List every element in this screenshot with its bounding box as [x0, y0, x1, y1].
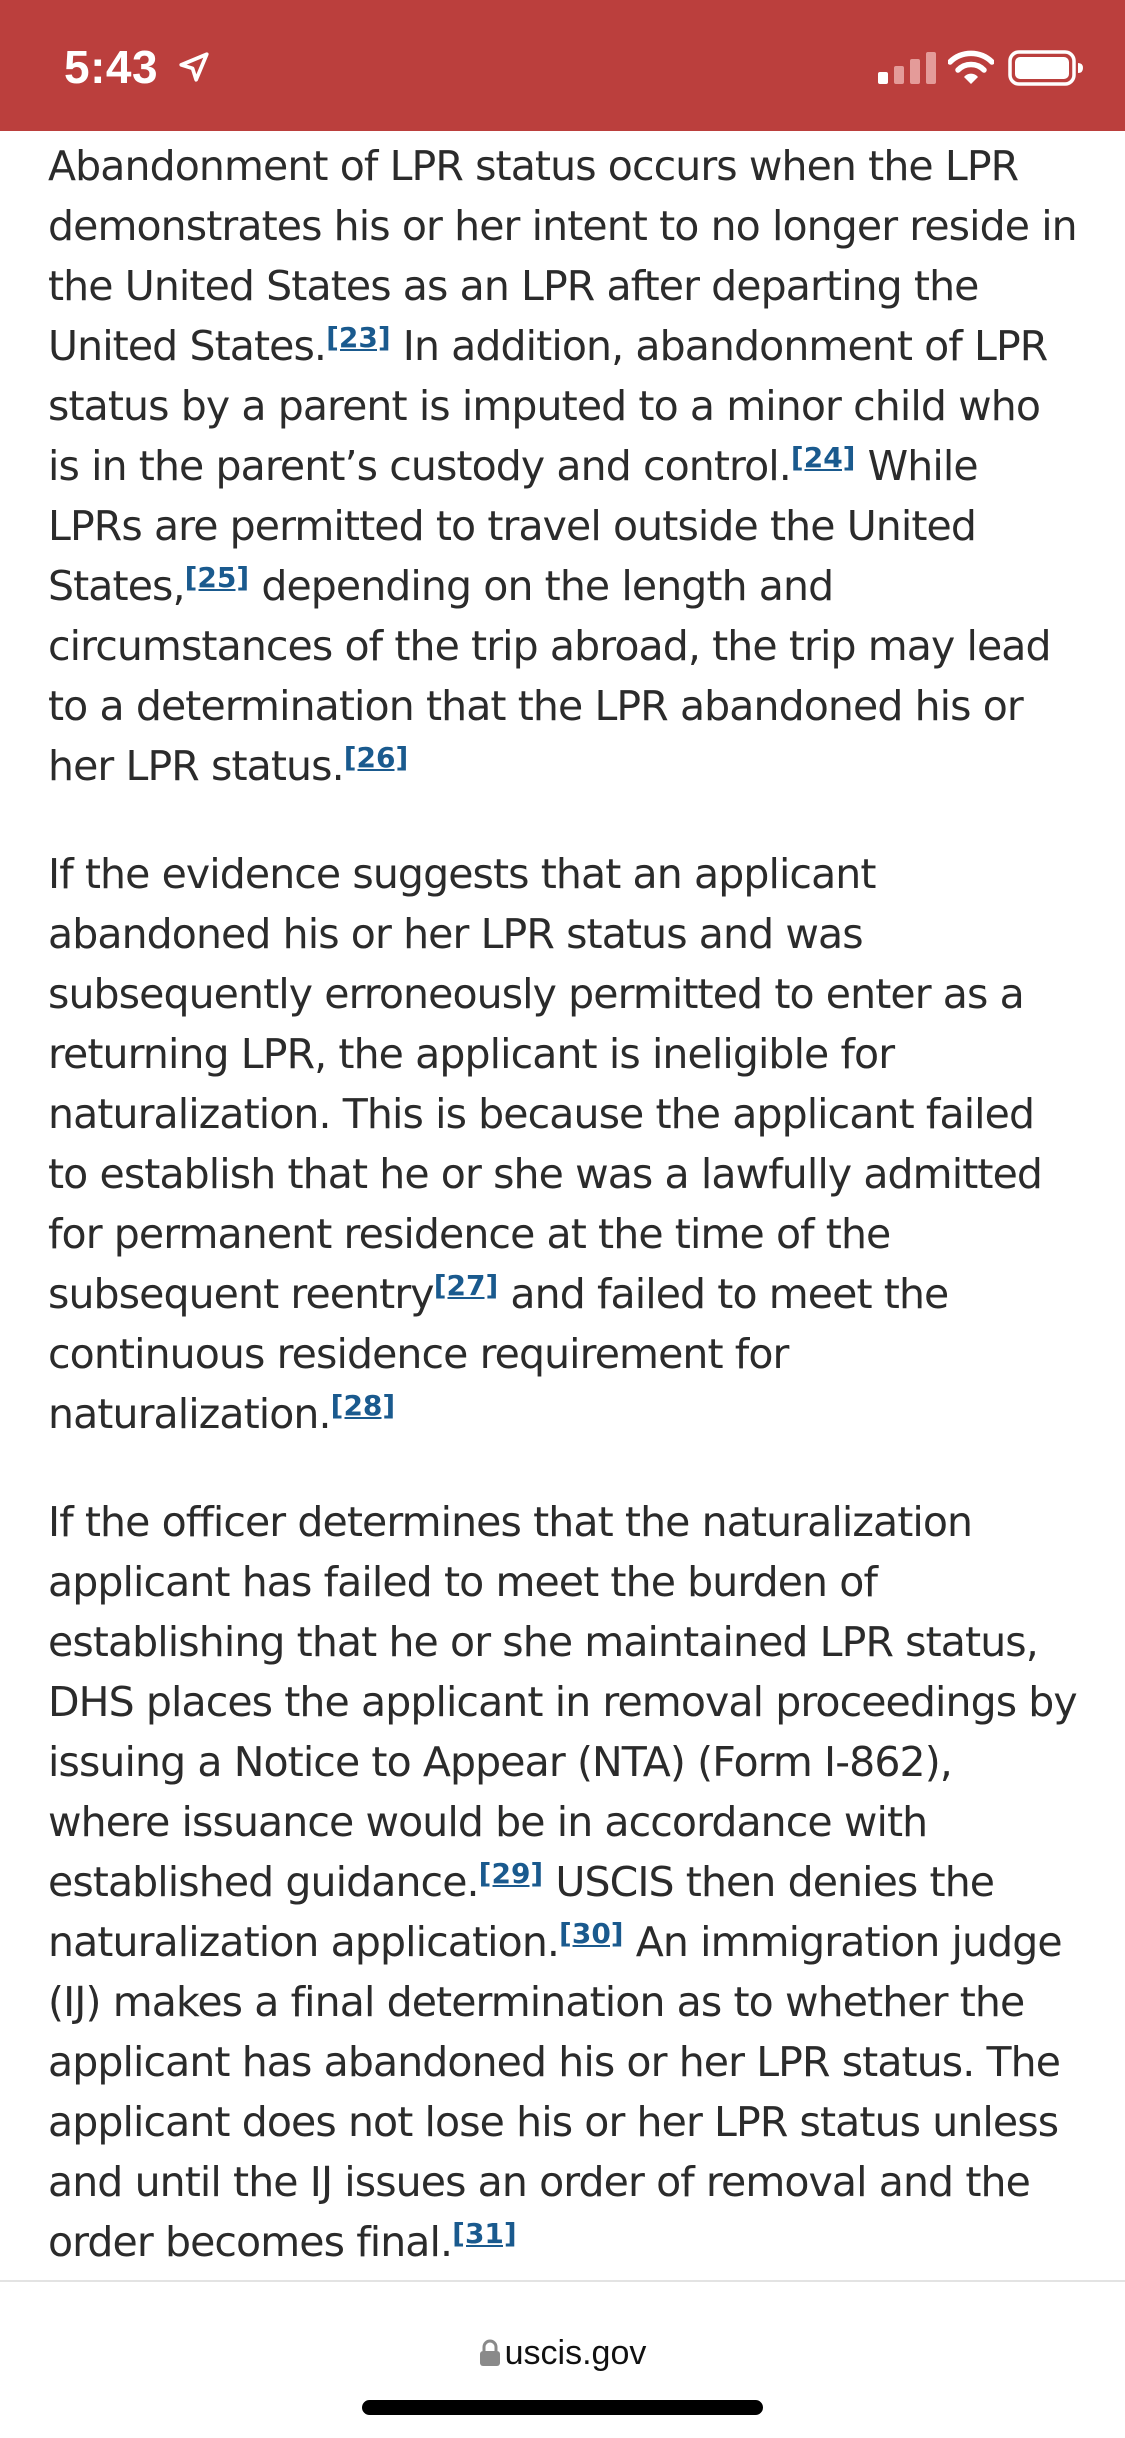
footnote-link[interactable]: [29] [478, 1857, 544, 1890]
cellular-signal-icon [878, 52, 936, 84]
paragraph-text: An immigration judge (IJ) makes a final determination as to whether the applicant has abandoned his or her LPR status. The applicant does not lose his or her LPR status unless and until the IJ issues an order of removal and the order becomes final. [48, 1918, 1062, 2266]
footnote-link[interactable]: [26] [343, 741, 409, 774]
footnote-link[interactable]: [28] [330, 1389, 396, 1422]
paragraph-text: If the officer determines that the naturalization applicant has failed to meet the burden of establishing that he or she maintained LPR status, DHS places the applicant in removal proceedings by issuing a Notice to Appear (NTA) (Form I-862), where issuance would be in accordance with established guidance. [48, 1498, 1077, 1906]
wifi-icon [948, 50, 994, 86]
paragraph-text: depending on the length and circumstances of the trip abroad, the trip may lead to a determination that the LPR abandoned his or her LPR status. [48, 562, 1051, 790]
paragraph-text: USCIS then denies the naturalization application. [48, 1858, 995, 1966]
footnote-link[interactable]: [27] [433, 1269, 499, 1302]
battery-icon [1008, 50, 1084, 86]
footnote-link[interactable]: [30] [559, 1917, 624, 1950]
paragraph-text: Abandonment of LPR status occurs when the LPR demonstrates his or her intent to no longer reside in the United States as an LPR after departing the United States. [48, 142, 1077, 370]
paragraph [48, 844, 1080, 1444]
paragraph-text: In addition, abandonment of LPR status by a parent is imputed to a minor child who is in the parent’s custody and control. [48, 322, 1048, 490]
paragraph-text: and failed to meet the continuous residence requirement for naturalization. [48, 1270, 949, 1438]
status-time: 5:43 [64, 41, 159, 93]
lock-icon [479, 2339, 501, 2367]
location-arrow-icon [177, 50, 211, 84]
footnote-link[interactable]: [31] [452, 2217, 517, 2250]
paragraph [48, 136, 1080, 796]
paragraph-text: While LPRs are permitted to travel outside the United States, [48, 442, 978, 610]
paragraph [48, 1492, 1080, 2272]
footnote-link[interactable]: [23] [326, 321, 391, 354]
article-content [48, 136, 1080, 2320]
footnote-link[interactable]: [25] [184, 561, 250, 594]
url-bar[interactable] [0, 2334, 1125, 2373]
footnote-link[interactable]: [24] [790, 441, 856, 474]
status-bar [0, 0, 1125, 131]
paragraph-text: If the evidence suggests that an applicant abandoned his or her LPR status and was subsequently erroneously permitted to enter as a returning LPR, the applicant is ineligible for naturalization. This is because the applicant failed to establish that he or she was a lawfully admitted for permanent residence at the time of the subsequent reentry [48, 850, 1043, 1318]
home-indicator [362, 2400, 763, 2415]
url-text: uscis.gov [504, 2334, 647, 2372]
